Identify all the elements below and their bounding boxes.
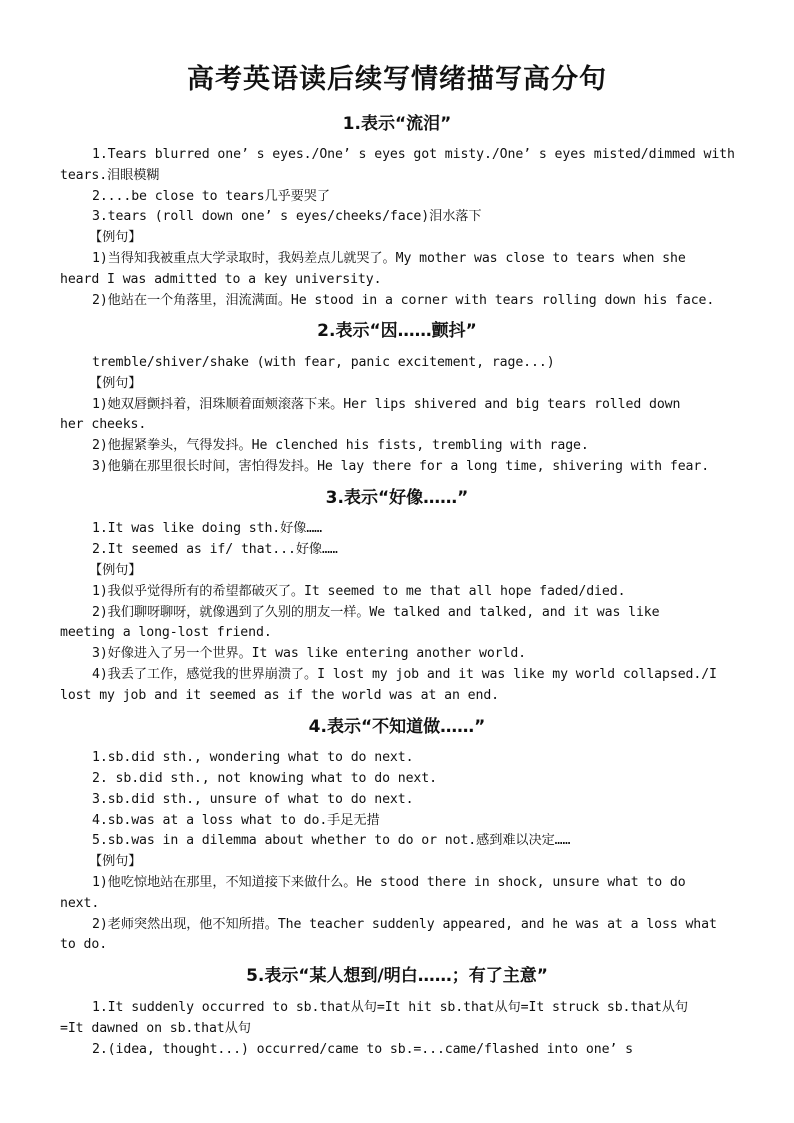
section-1-line: 1)当得知我被重点大学录取时，我妈差点儿就哭了。My mother was close to tears when she [92,251,686,266]
section-4-heading: 4.表示“不知道做……” [308,717,486,737]
example-tag: 【例句】 [89,563,142,578]
section-3-line: 4)我丢了工作，感觉我的世界崩溃了。I lost my job and it was like my world collapsed./I [92,667,717,682]
section-1-line: tears.泪眼模糊 [60,168,160,183]
section-4-line: to do. [60,937,108,952]
section-4-line: next. [60,896,100,911]
section-4-line: 2)老师突然出现，他不知所措。The teacher suddenly appeared, and he was at a loss what [92,917,717,932]
section-1-heading: 1.表示“流泪” [342,114,452,134]
section-5-line: 2.(idea, thought...) occurred/came to sb.=...came/flashed into one’ s [92,1042,633,1057]
section-1-line: 3.tears (roll down one’ s eyes/cheeks/face)泪水落下 [92,209,482,224]
section-4-line: 2. sb.did sth., not knowing what to do next. [92,771,437,786]
section-3-line: 1.It was like doing sth.好像…… [92,521,323,536]
section-1-line: 2....be close to tears几乎要哭了 [92,189,330,204]
section-5-line: =It dawned on sb.that从句 [60,1021,251,1036]
section-2-line: 2)他握紧拳头，气得发抖。He clenched his fists, trembling with rage. [92,438,589,453]
example-tag: 【例句】 [89,230,142,245]
section-4-line: 1.sb.did sth., wondering what to do next. [92,750,414,765]
section-3-line: lost my job and it seemed as if the world was at an end. [60,688,500,703]
section-5-line: 1.It suddenly occurred to sb.that从句=It hit sb.that从句=It struck sb.that从句 [92,1000,688,1015]
section-3-line: 2)我们聊呀聊呀，就像遇到了久别的朋友一样。We talked and talked, and it was like [92,605,660,620]
section-2-heading: 2.表示“因……颤抖” [317,321,477,341]
example-tag: 【例句】 [89,854,142,869]
section-3-line: meeting a long-lost friend. [60,625,272,640]
section-2-line: 1)她双唇颤抖着，泪珠顺着面颊滚落下来。Her lips shivered and big tears rolled down [92,397,681,412]
example-tag: 【例句】 [89,376,142,391]
section-4-line: 3.sb.did sth., unsure of what to do next. [92,792,414,807]
section-2-line: 3)他躺在那里很长时间，害怕得发抖。He lay there for a long time, shivering with fear. [92,459,710,474]
section-1-line: 1.Tears blurred one’ s eyes./One’ s eyes got misty./One’ s eyes misted/dimmed with [92,147,735,162]
section-1-line: heard I was admitted to a key university. [60,272,382,287]
section-1-line: 2)他站在一个角落里，泪流满面。He stood in a corner with tears rolling down his face. [92,293,715,308]
section-4-line: 5.sb.was in a dilemma about whether to do or not.感到难以决定…… [92,833,571,848]
section-3-line: 2.It seemed as if/ that...好像…… [92,542,338,557]
section-3-line: 1)我似乎觉得所有的希望都破灭了。It seemed to me that all hope faded/died. [92,584,626,599]
section-4-line: 4.sb.was at a loss what to do.手足无措 [92,813,380,828]
section-2-line: her cheeks. [60,417,147,432]
section-5-heading: 5.表示“某人想到/明白……；有了主意” [246,966,548,986]
section-2-line: tremble/shiver/shake (with fear, panic excitement, rage...) [92,355,555,370]
document-title: 高考英语读后续写情绪描写高分句 [187,64,607,95]
section-4-line: 1)他吃惊地站在那里，不知道接下来做什么。He stood there in shock, unsure what to do [92,875,686,890]
section-3-heading: 3.表示“好像……” [325,488,469,508]
section-3-line: 3)好像进入了另一个世界。It was like entering another world. [92,646,527,661]
